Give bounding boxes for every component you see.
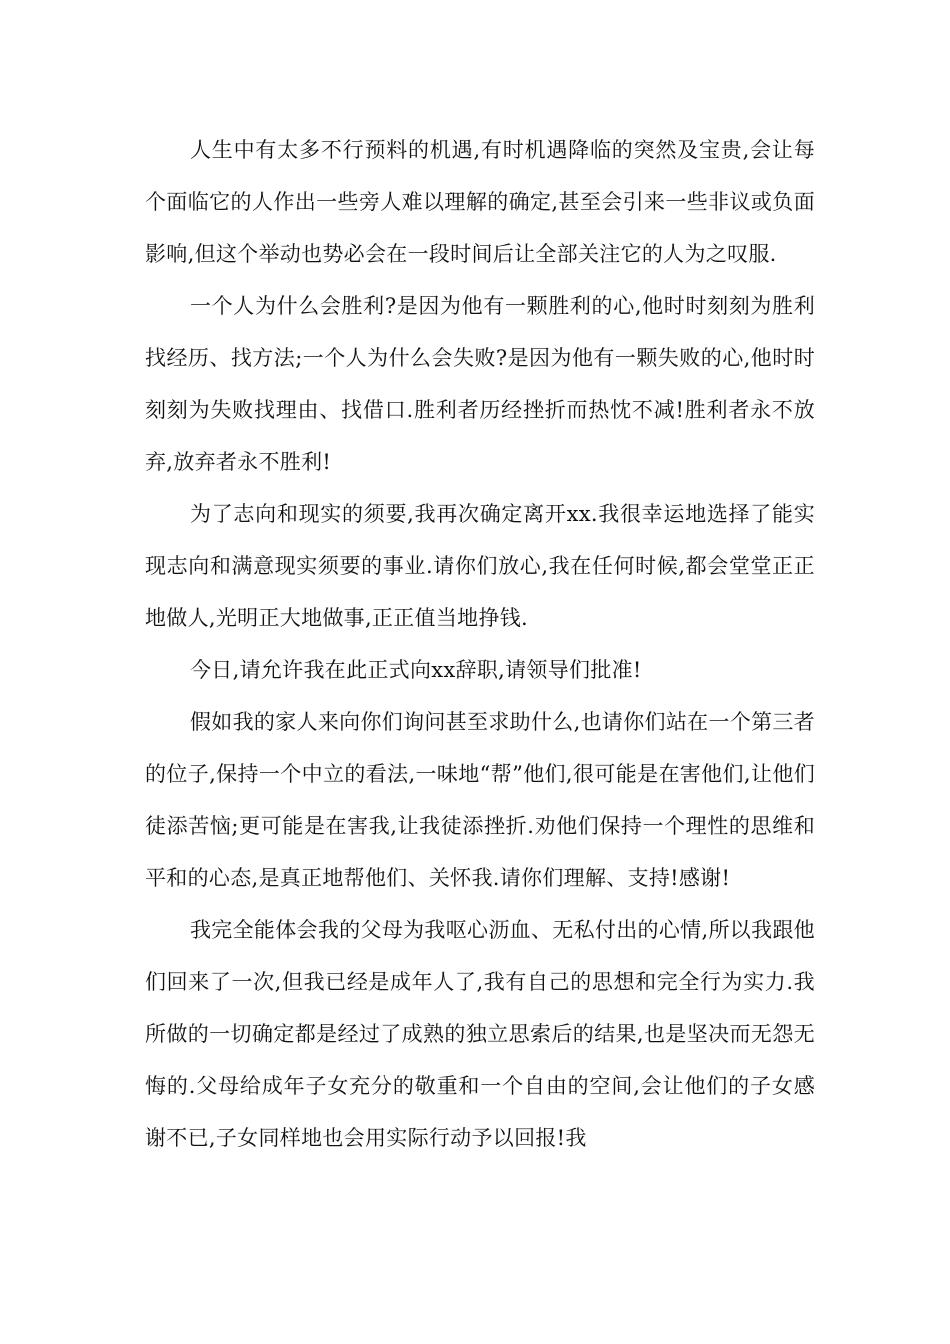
paragraph-5: 假如我的家人来向你们询问甚至求助什么,也请你们站在一个第三者的位子,保持一个中立的看法,一味地“帮”他们,很可能是在害他们,让他们徒添苦恼;更可能是在害我,让我徒添挫折.劝他们保持一个理性的思维和平和的心态,是真正地帮他们、关怀我.请你们理解、支持!感谢! [145, 710, 815, 890]
paragraph-4: 今日,请允许我在此正式向xx辞职,请领导们批准! [190, 658, 642, 682]
paragraph-1: 人生中有太多不行预料的机遇,有时机遇降临的突然及宝贵,会让每个面临它的人作出一些旁人难以理解的确定,甚至会引来一些非议或负面影响,但这个举动也势必会在一段时间后让全部关注它的人为之叹服. [145, 138, 815, 266]
paragraph-3: 为了志向和现实的须要,我再次确定离开xx.我很幸运地选择了能实现志向和满意现实须要的事业.请你们放心,我在任何时候,都会堂堂正正地做人,光明正大地做事,正正值当地挣钱. [145, 502, 815, 630]
paragraph-6: 我完全能体会我的父母为我呕心沥血、无私付出的心情,所以我跟他们回来了一次,但我已经是成年人了,我有自己的思想和完全行为实力.我所做的一切确定都是经过了成熟的独立思索后的结果,也是坚决而无怨无悔的.父母给成年子女充分的敬重和一个自由的空间,会让他们的子女感谢不已,子女同样地也会用实际行动予以回报!我 [145, 918, 815, 1150]
document-page [145, 124, 815, 1164]
paragraph-2: 一个人为什么会胜利?是因为他有一颗胜利的心,他时时刻刻为胜利找经历、找方法;一个人为什么会失败?是因为他有一颗失败的心,他时时刻刻为失败找理由、找借口.胜利者历经挫折而热忱不减!胜利者永不放弃,放弃者永不胜利! [145, 294, 815, 474]
